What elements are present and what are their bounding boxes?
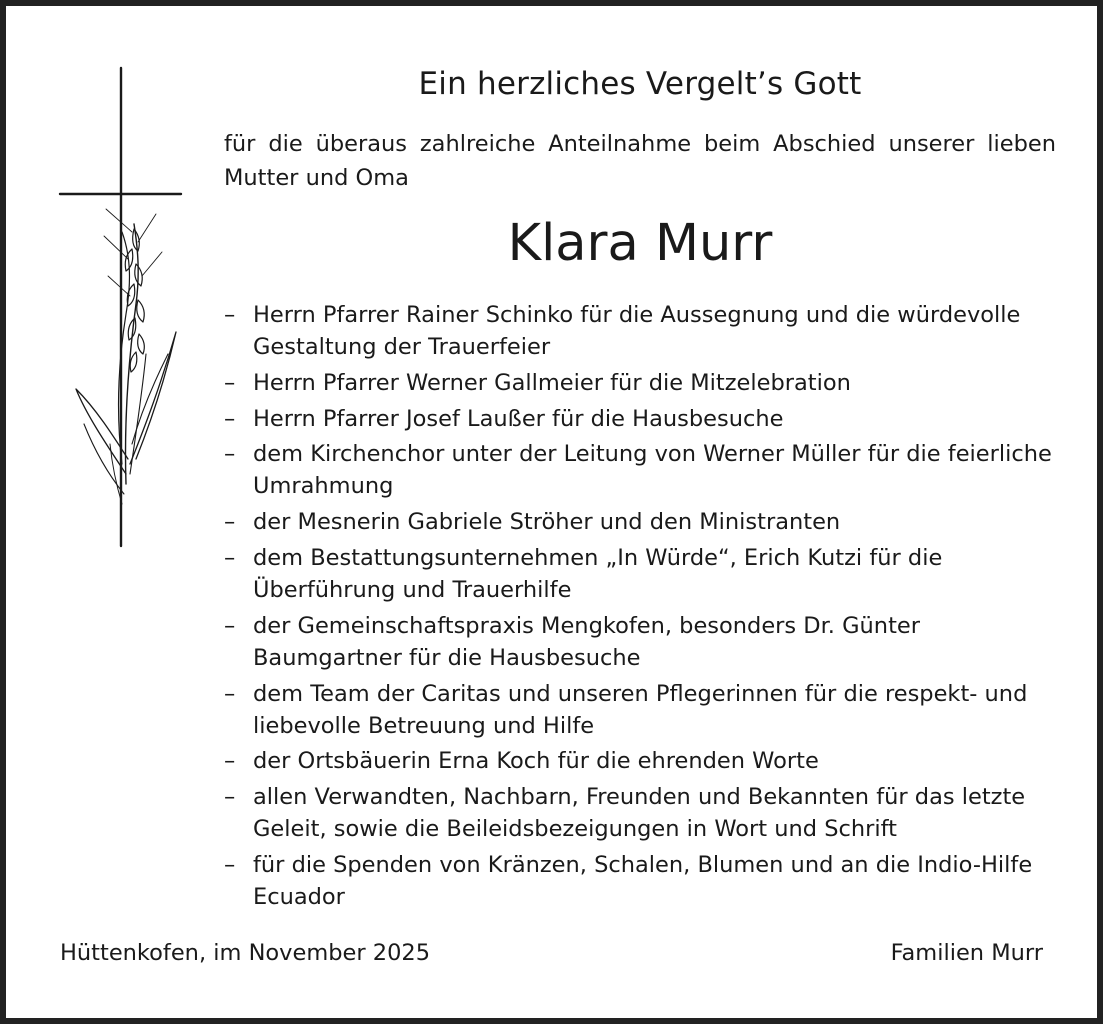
list-item-text: für die Spenden von Kränzen, Schalen, Blumen und an die Indio-Hilfe Ecuador (253, 851, 1033, 910)
list-item-text: Herrn Pfarrer Rainer Schinko für die Aussegnung und die würdevolle Gestaltung der Trauerfeier (253, 302, 1021, 360)
list-item (224, 438, 1064, 502)
list-dash: – (224, 612, 236, 639)
list-dash: – (224, 851, 236, 878)
list-dash: – (224, 509, 236, 536)
list-dash: – (224, 405, 236, 432)
list-item-text: dem Team der Caritas und unseren Pflegerinnen für die respekt- und liebevolle Betreuung und Hilfe (253, 680, 1028, 739)
list-item-text: der Mesnerin Gabriele Ströher und den Ministranten (253, 509, 841, 536)
list-item (224, 678, 1064, 742)
list-item-text: der Ortsbäuerin Erna Koch für die ehrenden Worte (253, 748, 819, 775)
list-item (224, 367, 1064, 399)
place-and-date: Hüttenkofen, im November 2025 (60, 940, 431, 966)
list-item-text: allen Verwandten, Nachbarn, Freunden und Bekannten für das letzte Geleit, sowie die Beileidsbezeigungen in Wort und Schrift (253, 784, 1026, 843)
list-item-text: Herrn Pfarrer Werner Gallmeier für die Mitzelebration (253, 369, 851, 396)
list-item (224, 506, 1064, 538)
list-item (224, 745, 1064, 777)
list-item-text: Herrn Pfarrer Josef Laußer für die Hausbesuche (253, 405, 784, 432)
list-dash: – (224, 748, 236, 775)
list-dash: – (224, 441, 236, 468)
list-item-text: dem Kirchenchor unter der Leitung von Werner Müller für die feierliche Umrahmung (253, 441, 1052, 500)
list-item (224, 299, 1064, 363)
list-item (224, 849, 1064, 913)
list-item-text: dem Bestattungsunternehmen „In Würde“, Erich Kutzi für die Überführung und Trauerhilfe (253, 544, 943, 603)
list-dash: – (224, 369, 236, 396)
list-dash: – (224, 544, 236, 571)
list-dash: – (224, 784, 236, 811)
thanks-heading: Ein herzliches Vergelt’s Gott (418, 66, 862, 102)
list-item (224, 403, 1064, 435)
list-item (224, 610, 1064, 674)
cross-with-wheat-icon (46, 64, 196, 554)
list-dash: – (224, 302, 236, 328)
list-item (224, 781, 1064, 845)
deceased-name: Klara Murr (507, 214, 773, 273)
thanks-list (224, 299, 1064, 917)
intro-text: für die überaus zahlreiche Anteilnahme beim Abschied unserer lieben Mutter und Oma (224, 131, 1056, 191)
signature: Familien Murr (890, 940, 1043, 966)
list-dash: – (224, 680, 236, 707)
list-item (224, 542, 1064, 606)
list-item-text: der Gemeinschaftspraxis Mengkofen, besonders Dr. Günter Baumgartner für die Hausbesuche (253, 612, 920, 671)
